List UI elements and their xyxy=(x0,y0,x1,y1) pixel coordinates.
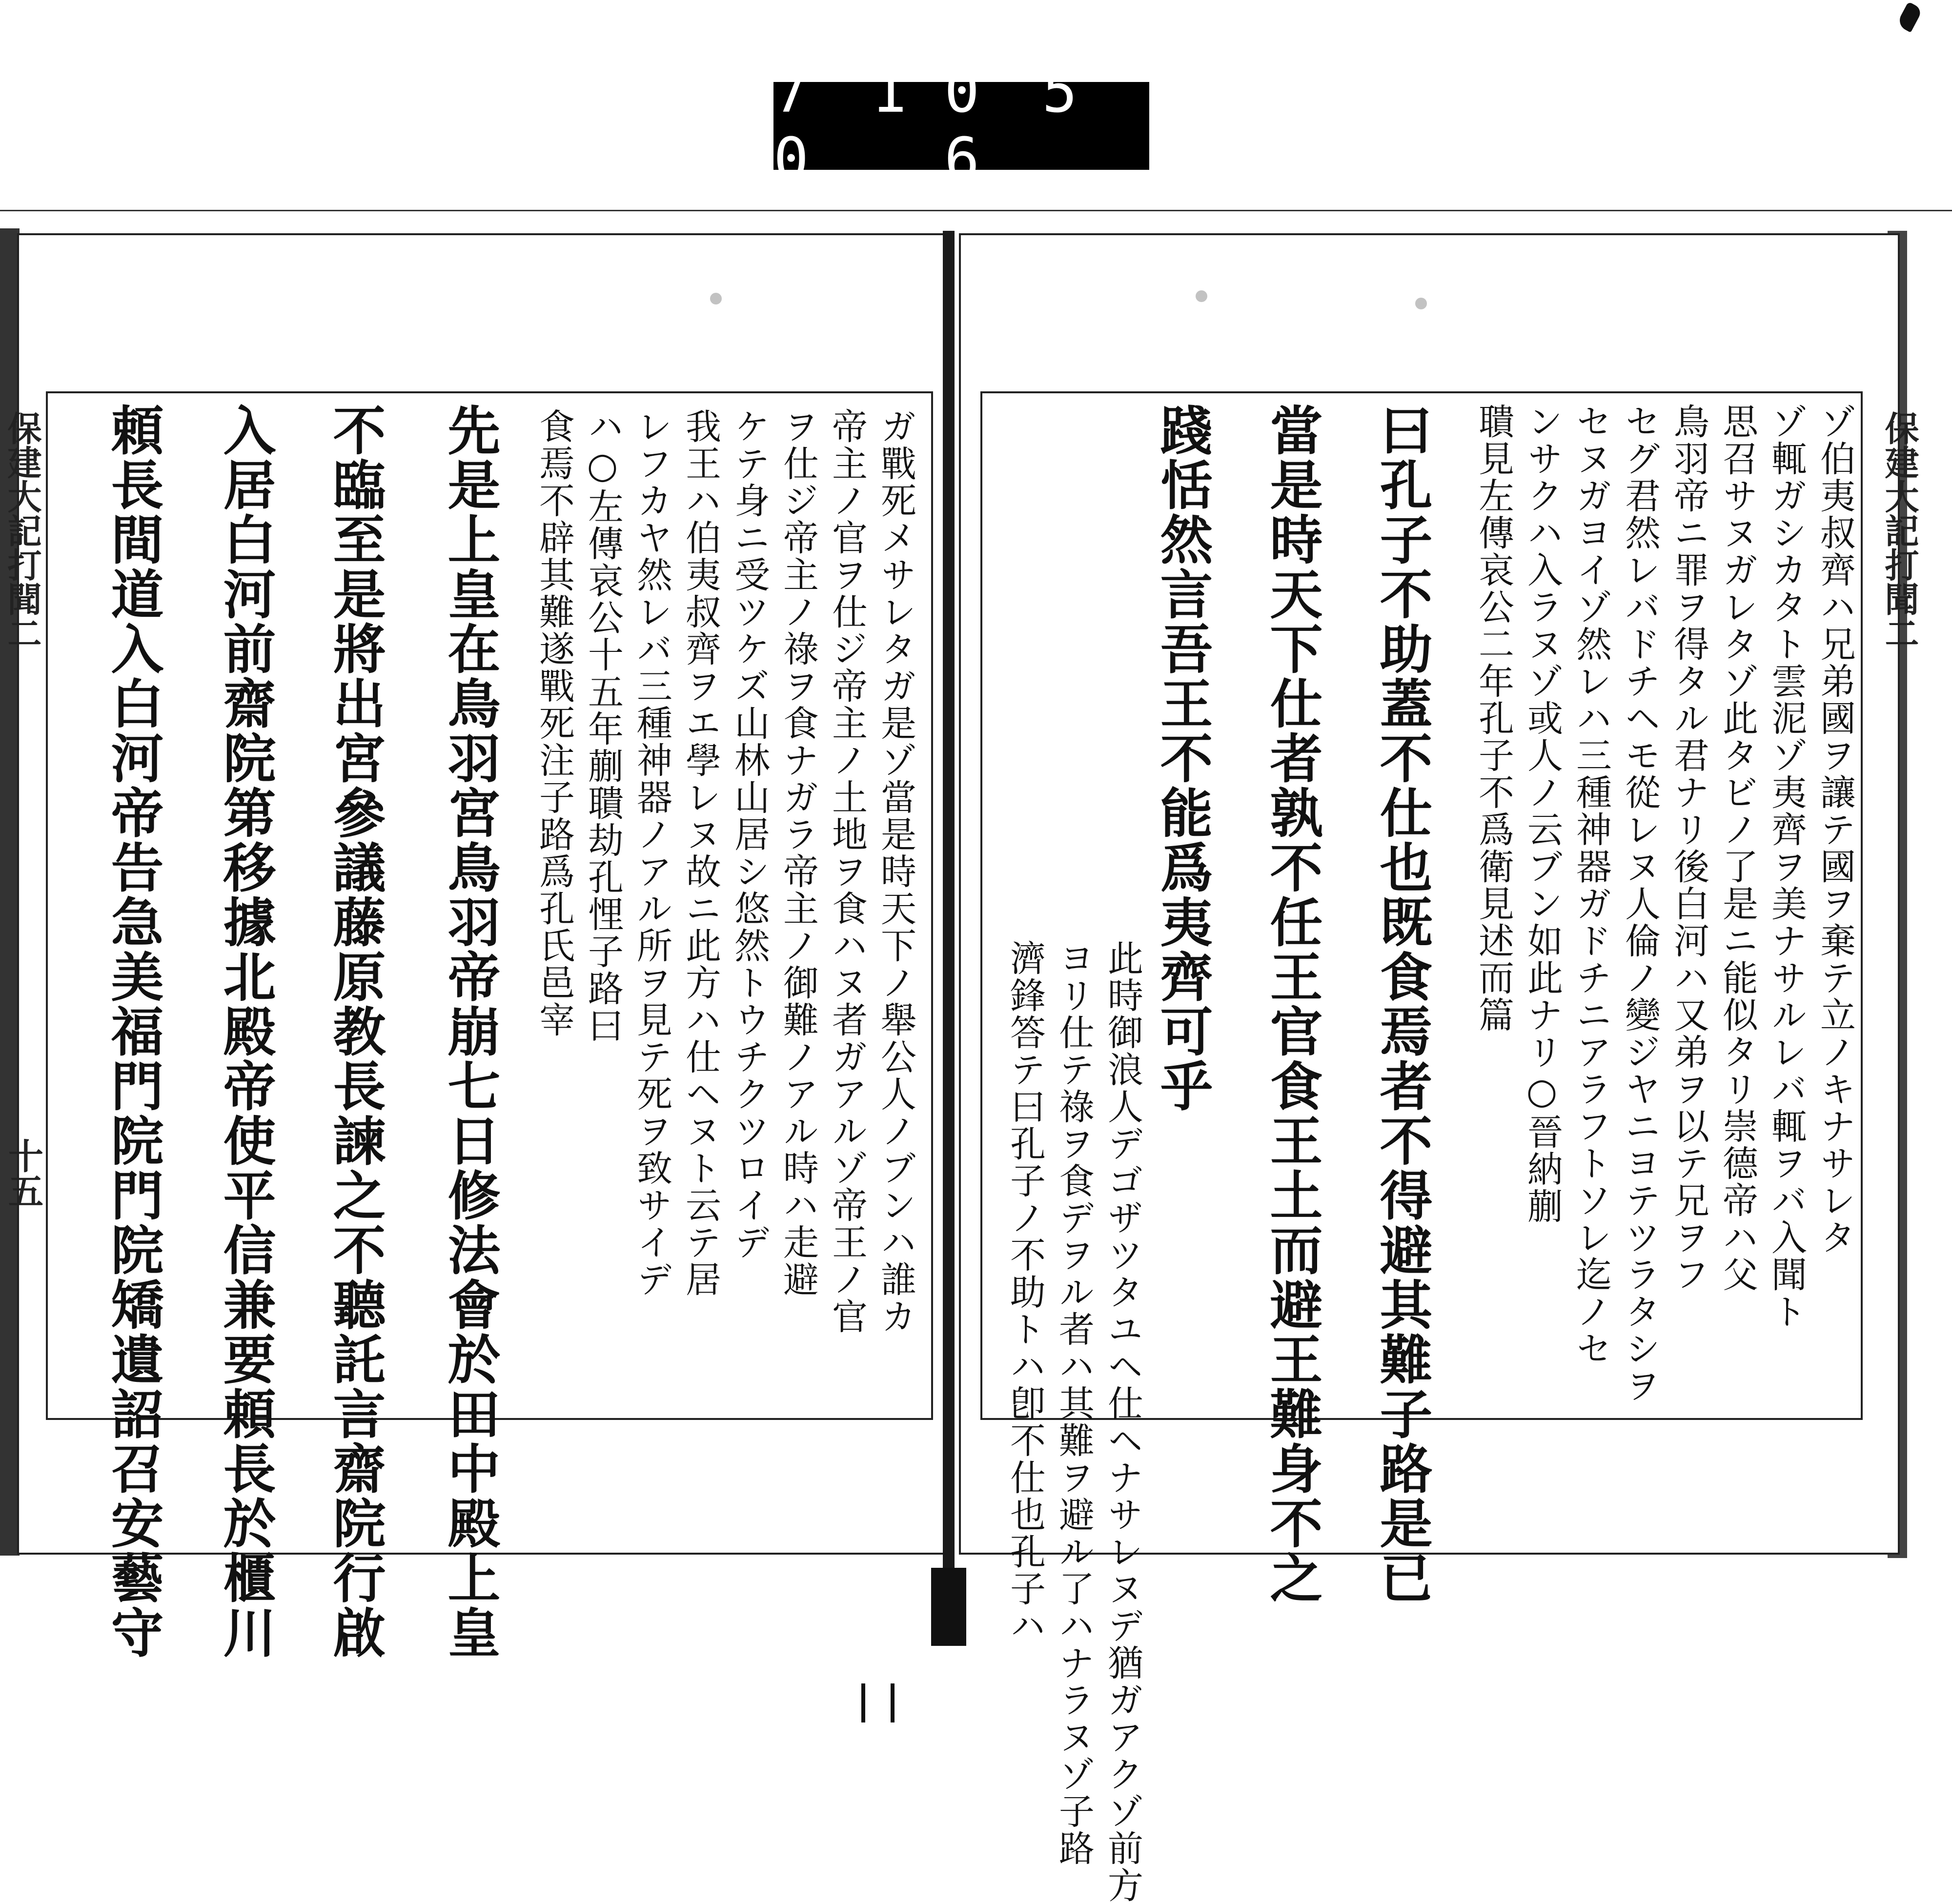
film-number-right: 0 5 6. xyxy=(944,58,1091,194)
annotation-column: セヌガヨイゾ然レハ三種神器ガドチニアラフトソレ迄ノセ xyxy=(1570,403,1611,1367)
annotation-column: ケテ身ニ受ツケズ山林山居シ悠然トウチクツロイデ xyxy=(728,408,770,1261)
text-column: 頼長間道入白河帝告急美福門院門院矯遺詔召安藝守 xyxy=(102,403,163,1660)
bottom-tick-mark xyxy=(861,1683,865,1722)
scan-speck xyxy=(1196,290,1207,302)
annotation-column: 濟鋒答テ曰孔子ノ不助トハ卽不仕也孔子ハ xyxy=(1004,940,1045,1644)
bottom-tick-mark xyxy=(891,1683,895,1722)
right-text-frame xyxy=(980,391,1863,1904)
annotation-column: 帝主ノ官ヲ仕ジ帝主ノ土地ヲ食ハヌ者ガアルゾ帝王ノ官 xyxy=(826,408,867,1335)
annotation-column: ンサクハ入ラヌゾ或人ノ云ブン如此ナリ○晉納蒯 xyxy=(1521,403,1563,1225)
scan-speck xyxy=(710,293,722,304)
left-page-number: 十五 xyxy=(2,1138,44,1208)
scan-speck xyxy=(1415,298,1427,309)
left-running-head: 保建大記打聞二 xyxy=(2,411,42,650)
left-text-frame xyxy=(46,391,933,1660)
annotation-column: 思召サヌガレタゾ此タビノ了是ニ能似タリ崇德帝ハ父 xyxy=(1716,403,1758,1293)
annotation-column: ヲ仕ジ帝主ノ祿ヲ食ナガラ帝主ノ御難ノアル時ハ走避 xyxy=(777,408,818,1298)
right-running-head: 保建大記打聞二 xyxy=(1879,411,1920,650)
book-spread xyxy=(0,210,1952,1904)
annotation-column: 聵見左傳哀公二年孔子不爲衛見述而篇 xyxy=(1472,403,1514,1033)
annotation-column: 此時御浪人デゴザツタユヘ仕ヘナサレヌデ猶ガアクゾ前方 xyxy=(1101,940,1143,1904)
text-column: 當是時天下仕者孰不任王官食王土而避王難身不之 xyxy=(1261,403,1322,1605)
annotation-column: 食焉不辟其難遂戰死注子路爲孔氏邑宰 xyxy=(533,408,574,1038)
annotation-column: セグ君然レバドチヘモ從レヌ人倫ノ變ジヤニヨテツラタシヲ xyxy=(1619,403,1660,1404)
center-gutter-foot xyxy=(931,1568,966,1646)
annotation-column: ヨリ仕テ祿ヲ食デヲル者ハ其難ヲ避ル了ハナラヌゾ子路 xyxy=(1053,940,1094,1867)
corner-mark xyxy=(1896,1,1923,33)
annotation-column: ゾ伯夷叔齊ハ兄弟國ヲ讓テ國ヲ棄テ立ノキナサレタ xyxy=(1814,403,1855,1256)
text-column: 不臨至是將出宮參議藤原教長諫之不聽託言齋院行啟 xyxy=(324,403,386,1660)
text-column: 踐恬然言吾王不能爲夷齊可乎 xyxy=(1151,403,1213,1114)
film-number-left: 7 1 0 xyxy=(773,58,920,194)
annotation-column: 鳥羽帝ニ罪ヲ得タル君ナリ後白河ハ又弟ヲ以テ兄ヲフ xyxy=(1667,403,1709,1293)
right-page xyxy=(959,233,1920,1904)
annotation-column: ゾ輒ガシカタト雲泥ゾ夷齊ヲ美ナサルレバ輒ヲバ入聞ト xyxy=(1765,403,1807,1330)
center-gutter xyxy=(943,231,955,1612)
film-number-plate xyxy=(773,58,1149,194)
text-column: 曰孔子不助蓋不仕也既食焉者不得避其難子路是已 xyxy=(1371,403,1432,1605)
annotation-column: 我王ハ伯夷叔齊ヲエ學レヌ故ニ此方ハ仕ヘヌト云テ居 xyxy=(679,408,721,1298)
annotation-column: ガ戰死メサレタガ是ゾ當是時天下ノ舉公人ノブンハ誰カ xyxy=(874,408,916,1335)
annotation-column: ハ○左傳哀公十五年蒯聵劫孔悝子路曰 xyxy=(582,408,623,1044)
text-column: 先是上皇在鳥羽宮鳥羽帝崩七日修法會於田中殿上皇 xyxy=(439,403,500,1660)
text-column: 入居白河前齋院第移據北殿帝使平信兼要頼長於櫃川 xyxy=(214,403,276,1660)
annotation-column: レフカヤ然レバ三種神器ノアル所ヲ見テ死ヲ致サイデ xyxy=(630,408,672,1298)
left-page xyxy=(2,233,946,1660)
